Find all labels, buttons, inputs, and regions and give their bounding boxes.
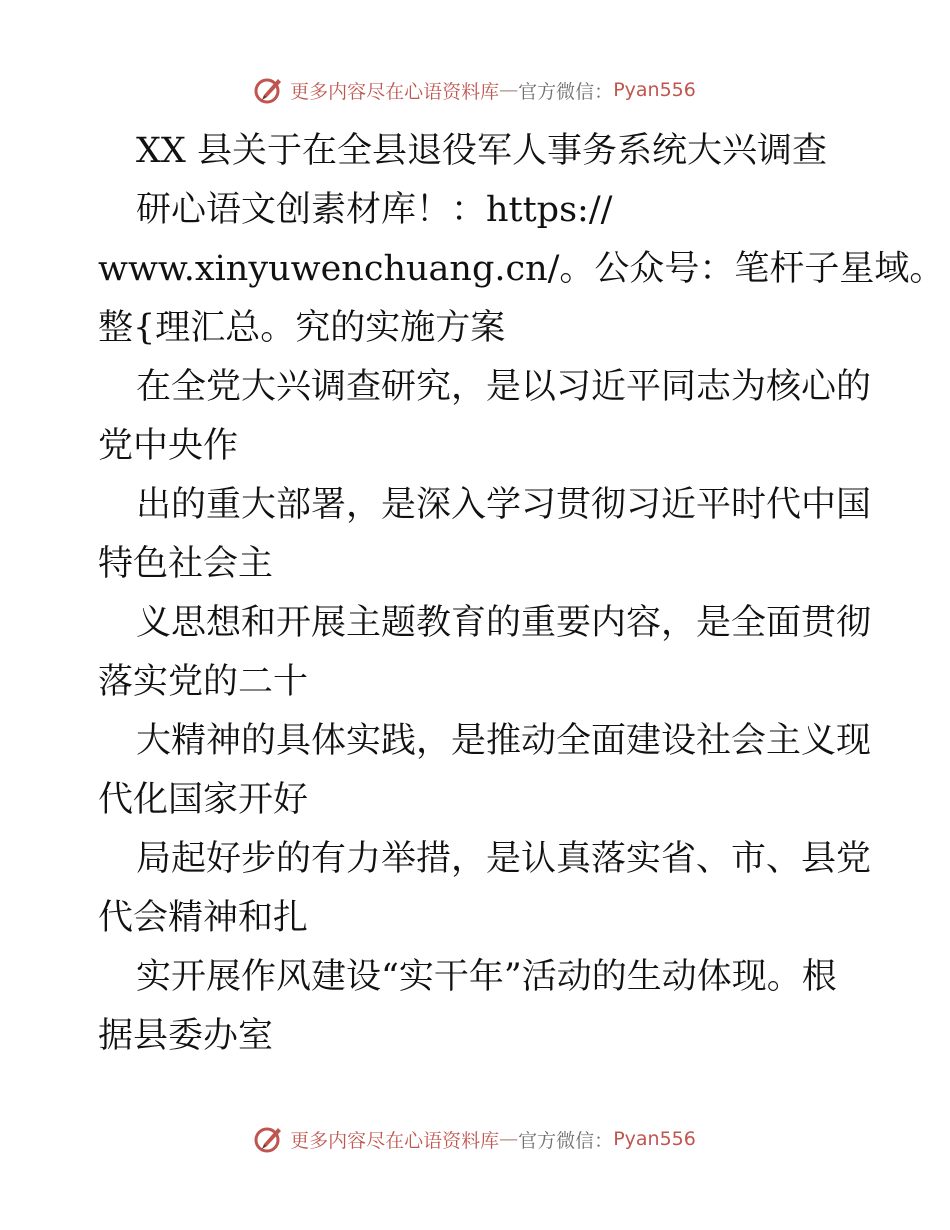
banner-wechat-account: Pyan556 bbox=[613, 79, 696, 101]
banner-wechat-account: Pyan556 bbox=[613, 1128, 696, 1150]
pen-logo-icon bbox=[254, 75, 284, 105]
banner-wechat-label: 官方微信： bbox=[518, 80, 614, 103]
doc-line: 实开展作风建设“实干年”活动的生动体现。根 bbox=[136, 957, 837, 997]
banner-wechat-label: 官方微信： bbox=[518, 1129, 614, 1152]
banner-separator: — bbox=[499, 79, 519, 101]
doc-line: 代会精神和扎 bbox=[98, 898, 309, 938]
pen-logo-icon bbox=[254, 1124, 284, 1154]
doc-line: 据县委办室 bbox=[98, 1016, 274, 1056]
doc-line: 局起好步的有力举措，是认真落实省、市、县党 bbox=[136, 839, 872, 879]
banner-separator: — bbox=[499, 1128, 519, 1150]
doc-line: 代化国家开好 bbox=[98, 780, 309, 820]
doc-line: 特色社会主 bbox=[98, 544, 274, 584]
doc-line: 落实党的二十 bbox=[98, 662, 309, 702]
doc-line-ad: 研心语文创素材库！：https:// bbox=[136, 190, 613, 230]
header-banner bbox=[0, 72, 950, 108]
banner-site-name: 更多内容尽在心语资料库 bbox=[290, 1129, 500, 1152]
doc-line-url: www.xinyuwenchuang.cn/。公众号：笔杆子星域。 bbox=[98, 249, 945, 289]
doc-line: 出的重大部署，是深入学习贯彻习近平时代中国 bbox=[136, 485, 872, 525]
banner-site-name: 更多内容尽在心语资料库 bbox=[290, 80, 500, 103]
doc-line: 党中央作 bbox=[98, 426, 239, 466]
doc-line: 义思想和开展主题教育的重要内容，是全面贯彻 bbox=[136, 603, 872, 643]
doc-line-title-end: 整{理汇总。究的实施方案 bbox=[98, 308, 506, 348]
doc-line: 大精神的具体实践，是推动全面建设社会主义现 bbox=[136, 721, 872, 761]
doc-line: 在全党大兴调查研究，是以习近平同志为核心的 bbox=[136, 367, 872, 407]
footer-banner bbox=[0, 1121, 950, 1157]
document-body bbox=[98, 122, 945, 1066]
doc-line-title: XX 县关于在全县退役军人事务系统大兴调查 bbox=[136, 131, 827, 171]
